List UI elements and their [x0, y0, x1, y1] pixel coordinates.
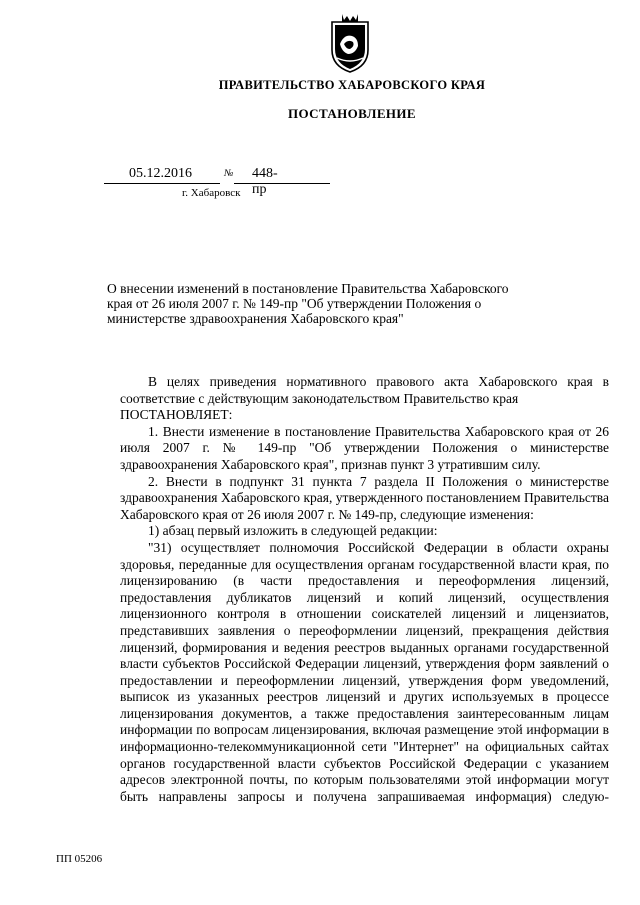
- document-type: ПОСТАНОВЛЕНИЕ: [287, 106, 417, 121]
- item-1: 1. Внести изменение в постановление Правительства Хабаровского края от 26 июля 2007 г. № 149-пр "Об утверждении Положения о министерстве здравоохранения Хабаровского края", признав пункт 3 утратившим силу.: [120, 423, 609, 472]
- quoted-text: "31) осуществляет полномочия Российской Федерации в области охраны здоровья, переданные для осуществления органам государственной власти края, по лицензированию (в части предоставления и переоформления лицензий, предоставления дубликатов лицензий и копий лицензий, осуществления лицензионного контроля в отношении соискателей лицензий и лицензиатов, представивших заявления о переоформлении лицензий, прекращения действия лицензий, формирования и ведения реестров выданных органами государственной власти субъектов Российской Федерации лицензий, утверждения форм заявлений о предоставлении и переоформлении лицензий, утверждения форм уведомлений, выписок из указанных реестров лицензий и других используемых в процессе лицензирования документов, а также предоставления заинтересованным лицам информации по вопросам лицензирования, включая размещение этой информации в информационно-телекоммуникационной сети "Интернет" на официальных сайтах органов государственной власти субъектов Российской Федерации с указанием адресов электронной почты, по которым пользователями этой информации могут быть направлены запросы и получена запрашиваемая информация) следую-: [120, 539, 609, 804]
- preamble: В целях приведения нормативного правового акта Хабаровского края в соответствие с действующим законодательством Правительство края: [120, 374, 609, 406]
- number-underline: [234, 183, 330, 184]
- item-2-1: 1) абзац первый изложить в следующей редакции:: [148, 523, 438, 539]
- city: г. Хабаровск: [182, 187, 241, 199]
- organization-title: ПРАВИТЕЛЬСТВО ХАБАРОВСКОГО КРАЯ: [218, 78, 486, 92]
- document-date: 05.12.2016: [129, 166, 192, 181]
- document-subject: О внесении изменений в постановление Правительства Хабаровского края от 26 июля 2007 г. № 149-пр "Об утверждении Положения о министерстве здравоохранения Хабаровского края": [107, 281, 509, 326]
- footer-code: ПП 05206: [56, 853, 103, 865]
- item-2: 2. Внести в подпункт 31 пункта 7 раздела II Положения о министерстве здравоохранения Хабаровского края, утвержденного постановлением Правительства Хабаровского края от 26 июля 2007 г. № 149-пр, следующие изменения:: [120, 473, 609, 522]
- document-body: [120, 374, 609, 805]
- date-underline: [104, 183, 220, 184]
- coat-of-arms-icon: [328, 14, 372, 74]
- resolves-heading: ПОСТАНОВЛЯЕТ:: [120, 407, 233, 423]
- document-number: 448-пр: [252, 166, 278, 197]
- number-sign: №: [224, 168, 234, 179]
